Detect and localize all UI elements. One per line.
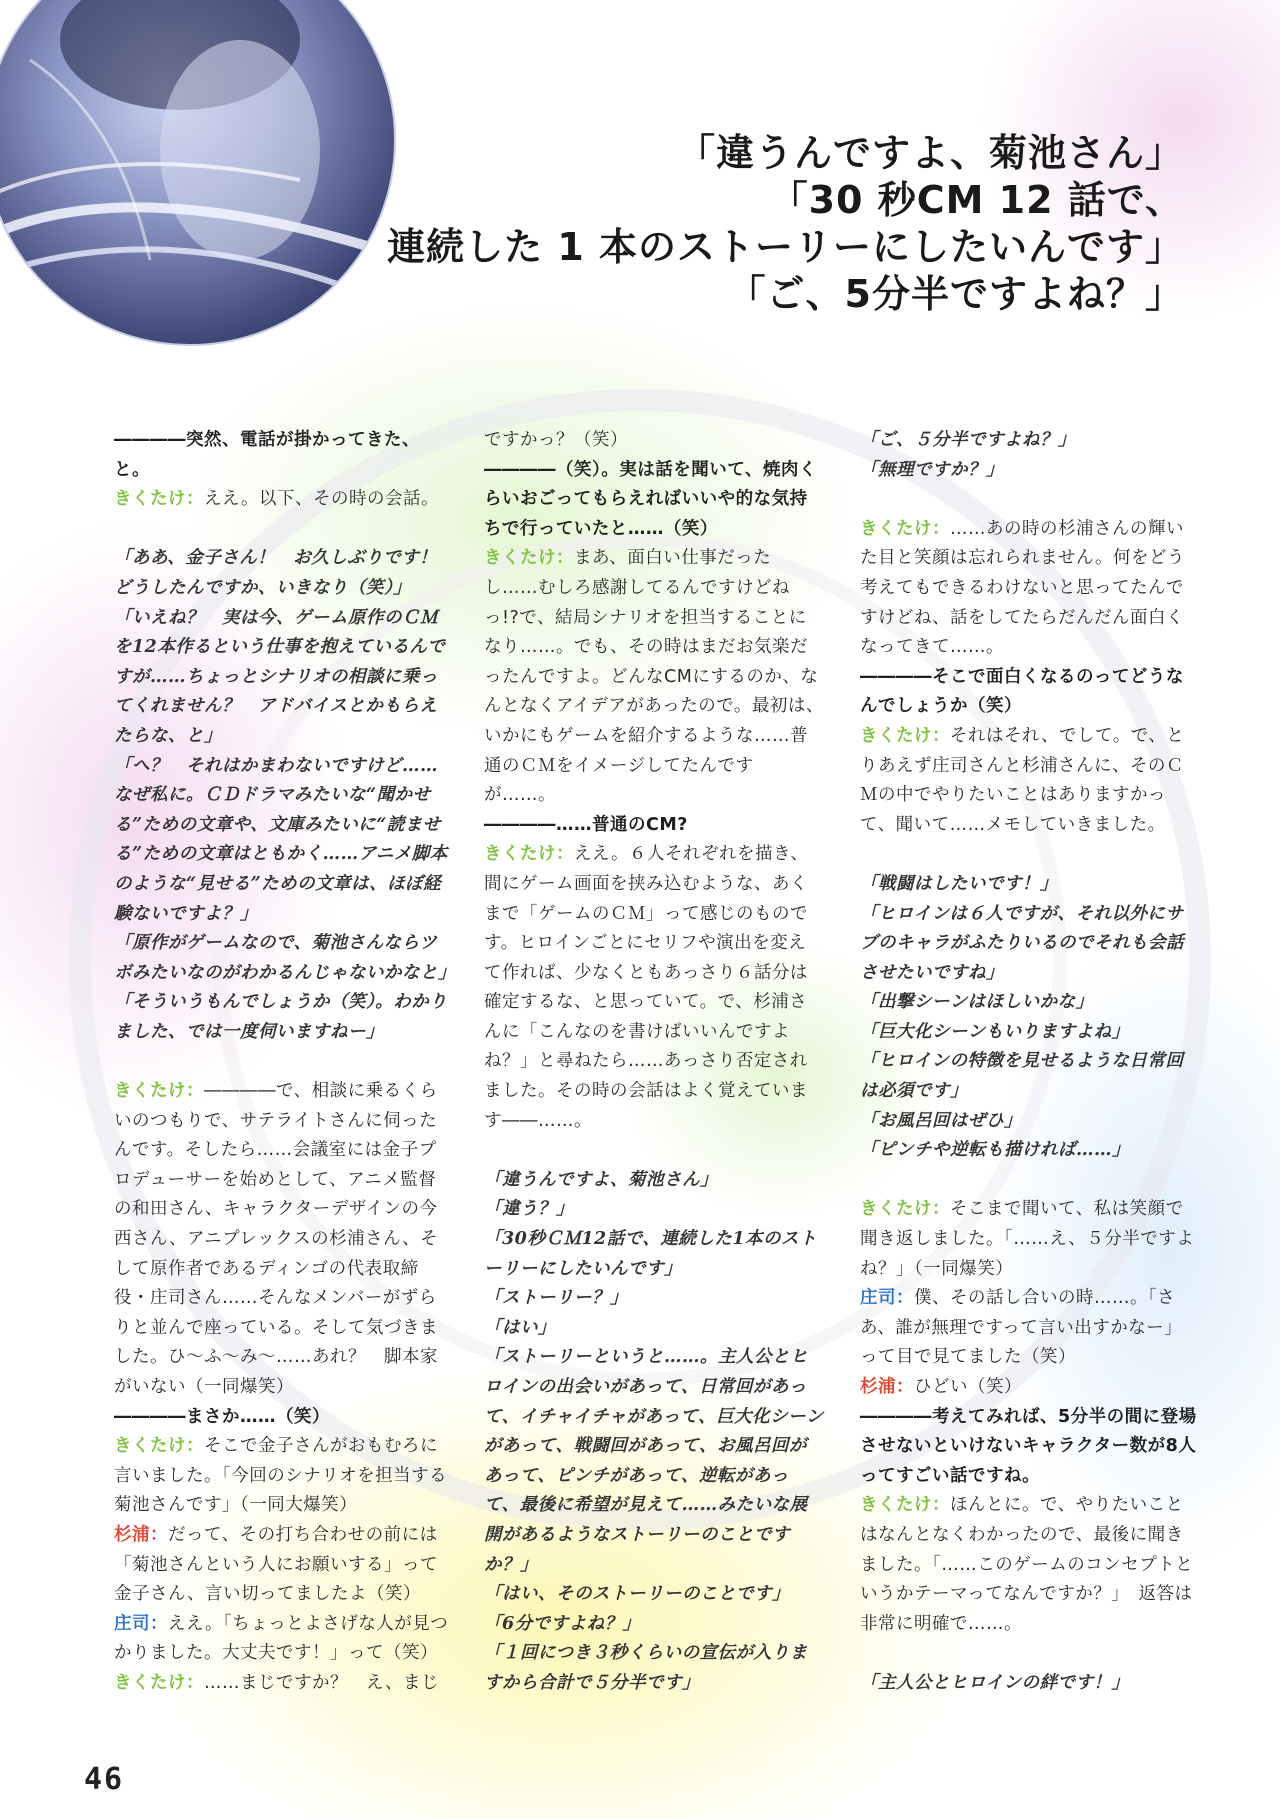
headline [387, 130, 1184, 318]
speaker-paragraph [114, 485, 454, 515]
speaker-label: 庄司： [114, 1613, 168, 1634]
quoted-dialogue: 「巨大化シーンもいりますよね」 [860, 1021, 1130, 1042]
quoted-dialogue: 「はい、そのストーリーのことです」 [484, 1584, 790, 1605]
interviewer-question: ――――そこで面白くなるのってどうなんでしょうか（笑） [860, 666, 1184, 717]
headline-line: 「30 秒CM 12 話で、 [769, 178, 1184, 222]
quoted-dialogue: 「いえね？ 実は今、ゲーム原作のＣＭを12本作るという仕事を抱えているんですが……ちょっとシナリオの相談に乗ってくれません？ アドバイスとかもらえたらな、と」 [114, 607, 446, 746]
quoted-dialogue: 「戦闘はしたいです！」 [860, 873, 1058, 894]
interviewer-question: ――――突然、電話が掛かってきた、と。 [114, 430, 420, 480]
text-column-2 [484, 426, 824, 1699]
speaker-paragraph [484, 544, 824, 810]
speaker-text: ……あの時の杉浦さんの輝いた目と笑顔は忘れられません。何をどう考えてもできるわけないと思ってたんですけどね、話をしてたらだんだん面白くなってきて……。 [860, 518, 1186, 658]
speaker-label: きくたけ： [114, 1081, 204, 1102]
speaker-text: ええ。「ちょっとよさげな人が見つかりました。大丈夫です！」って（笑） [114, 1613, 449, 1664]
speaker-text: そこで金子さんがおもむろに言いました。「今回のシナリオを担当する菊池さんです」（一同大爆笑） [114, 1436, 448, 1516]
headline-line: 「違うんですよ、菊池さん」 [676, 131, 1184, 175]
quoted-dialogue: 「原作がゲームなので、菊池さんならツボみたいなのがわかるんじゃないかなと」 [114, 933, 456, 983]
speaker-text: まあ、面白い仕事だったし……むしろ感謝してるんですけどねっ!?で、結局シナリオを担当することになり……。でも、その時はまだお気楽だったんですよ。どんなCMにするのか、なんとなくアイデアがあったので。最初は、いかにもゲームを紹介するような……普通のＣＭをイメージしてたんですが……。 [484, 548, 824, 806]
speaker-text: ええ。６人それぞれを描き、間にゲーム画面を挟み込むような、あくまで「ゲームのＣＭ」って感じのものです。ヒロインごとにセリフや演出を変えて作れば、少なくともあっさり６話分は確定するな、と思っていて。で、杉浦さんに「こんなのを書けばいいんですよね？」と尋ねたら……あっさり否定されました。その時の会話はよく覚えています――……。 [484, 844, 809, 1131]
headline-line: 連続した 1 本のストーリーにしたいんです」 [387, 225, 1184, 269]
speaker-text: 僕、その話し合いの時……。「さあ、誰が無理ですって言い出すかなー」って目で見てました（笑） [860, 1288, 1183, 1368]
speaker-paragraph [114, 1610, 454, 1669]
quoted-dialogue: 「ストーリー？」 [484, 1288, 628, 1309]
quoted-dialogue: 「6分ですよね？」 [484, 1613, 641, 1634]
interviewer-question: ――――……普通のCM? [484, 814, 688, 835]
interviewer-question: ――――考えてみれば、5分半の間に登場させないといけないキャラクター数が8人ってすごい話ですね。 [860, 1406, 1197, 1486]
speaker-label: きくたけ： [114, 1672, 204, 1693]
speaker-paragraph [484, 840, 824, 1136]
quoted-dialogue: 「無理ですか？」 [860, 459, 1004, 480]
quoted-dialogue: 「主人公とヒロインの絆です！」 [860, 1672, 1130, 1693]
speaker-label: 杉浦： [114, 1524, 168, 1545]
quoted-dialogue: 「出撃シーンはほしいかな」 [860, 992, 1094, 1013]
speaker-paragraph [860, 515, 1200, 663]
quoted-dialogue: 「30秒ＣＭ12話で、連続した1本のストーリーにしたいんです」 [484, 1229, 818, 1279]
speaker-label: きくたけ： [860, 1199, 950, 1220]
quoted-dialogue: 「違うんですよ、菊池さん」 [484, 1169, 718, 1190]
quoted-dialogue: 「１回につき３秒くらいの宣伝が入りますから合計で５分半です」 [484, 1643, 808, 1693]
quoted-dialogue: 「ピンチや逆転も描ければ……」 [860, 1140, 1130, 1161]
quoted-dialogue: 「そういうもんでしょうか（笑）。わかりました、では一度伺いますねー」 [114, 992, 448, 1042]
body-paragraph: ですかっ？（笑） [484, 430, 628, 450]
speaker-text: それはそれ、でして。で、とりあえず庄司さんと杉浦さんに、そのＣＭの中でやりたいことはありますかって、聞いて……メモしていきました。 [860, 725, 1185, 835]
speaker-paragraph [860, 1373, 1200, 1403]
speaker-label: きくたけ： [860, 518, 950, 539]
speaker-label: きくたけ： [860, 1495, 950, 1516]
speaker-text: ええ。以下、その時の会話。 [204, 489, 440, 510]
speaker-paragraph [860, 1491, 1200, 1639]
page-number: 46 [84, 1762, 125, 1797]
speaker-label: きくたけ： [114, 489, 204, 510]
speaker-text: そこまで聞いて、私は笑顔で聞き返しました。「……え、５分半ですよね？」（一同爆笑） [860, 1199, 1195, 1279]
quoted-dialogue: 「お風呂回はぜひ」 [860, 1110, 1022, 1131]
speaker-text: ――――で、相談に乗るくらいのつもりで、サテライトさんに伺ったんです。そしたら……会議室には金子プロデューサーを始めとして、アニメ監督の和田さん、キャラクターデザインの今西さん、アニプレックスの杉浦さん、そして原作者であるディンゴの代表取締役・庄司さん……そんなメンバーがずらりと並んで座っている。そして気づきました。ひ～ふ～み～……あれ？ 脚本家がいない（一同爆笑） [114, 1081, 439, 1397]
speaker-paragraph [860, 1195, 1200, 1284]
speaker-paragraph [860, 1284, 1200, 1373]
speaker-text: ほんとに。で、やりたいことはなんとなくわかったので、最後に聞きました。「……このゲームのコンセプトというかテーマってなんですか？」 返答は非常に明確で……。 [860, 1495, 1194, 1634]
text-column-1 [114, 426, 454, 1699]
speaker-label: きくたけ： [860, 725, 950, 746]
speaker-text: ……まじですか？ え、まじ [204, 1672, 440, 1693]
quoted-dialogue: 「ご、５分半ですよね？」 [860, 430, 1076, 450]
quoted-dialogue: 「はい」 [484, 1317, 556, 1338]
speaker-paragraph [114, 1077, 454, 1403]
speaker-paragraph [860, 722, 1200, 840]
quoted-dialogue: 「へ？ それはかまわないですけど……なぜ私に。ＣＤドラマみたいな“聞かせる”ための文章や、文庫みたいに“読ませる”ための文章はともかく……アニメ脚本のような“見せる”ための文章は、ほぼ経験ないですよ？」 [114, 755, 448, 924]
speaker-paragraph [114, 1521, 454, 1610]
speaker-label: 杉浦： [860, 1377, 914, 1397]
quoted-dialogue: 「違う？」 [484, 1199, 574, 1220]
speaker-label: きくたけ： [484, 844, 574, 865]
speaker-text: ひどい（笑） [914, 1377, 1022, 1397]
quoted-dialogue: 「ヒロインの特徴を見せるような日常回は必須です」 [860, 1051, 1184, 1102]
speaker-paragraph [114, 1669, 454, 1699]
speaker-paragraph [114, 1432, 454, 1521]
interviewer-question: ――――（笑）。実は話を聞いて、焼肉くらいおごってもらえればいいや的な気持ちで行っていたと……（笑） [484, 459, 817, 539]
quoted-dialogue: 「ストーリーというと……。主人公とヒロインの出会いがあって、日常回があって、イチャイチャがあって、巨大化シーンがあって、戦闘回があって、お風呂回があって、ピンチがあって、逆転があって、最後に希望が見えて……みたいな展開があるようなストーリーのことですか？」 [484, 1347, 824, 1575]
quoted-dialogue: 「ああ、金子さん！ お久しぶりです！どうしたんですか、いきなり（笑）」 [114, 548, 438, 598]
quoted-dialogue: 「ヒロインは６人ですが、それ以外にサブのキャラがふたりいるのでそれも会話させたいですね」 [860, 903, 1184, 983]
headline-line: 「ご、5分半ですよね？」 [727, 272, 1184, 316]
speaker-label: きくたけ： [484, 548, 574, 569]
speaker-label: 庄司： [860, 1288, 914, 1309]
text-column-3 [860, 426, 1200, 1699]
speaker-text: だって、その打ち合わせの前には「菊池さんという人にお願いする」って金子さん、言い切ってましたよ（笑） [114, 1524, 438, 1605]
speaker-label: きくたけ： [114, 1436, 204, 1457]
interviewer-question: ――――まさか……（笑） [114, 1406, 330, 1427]
